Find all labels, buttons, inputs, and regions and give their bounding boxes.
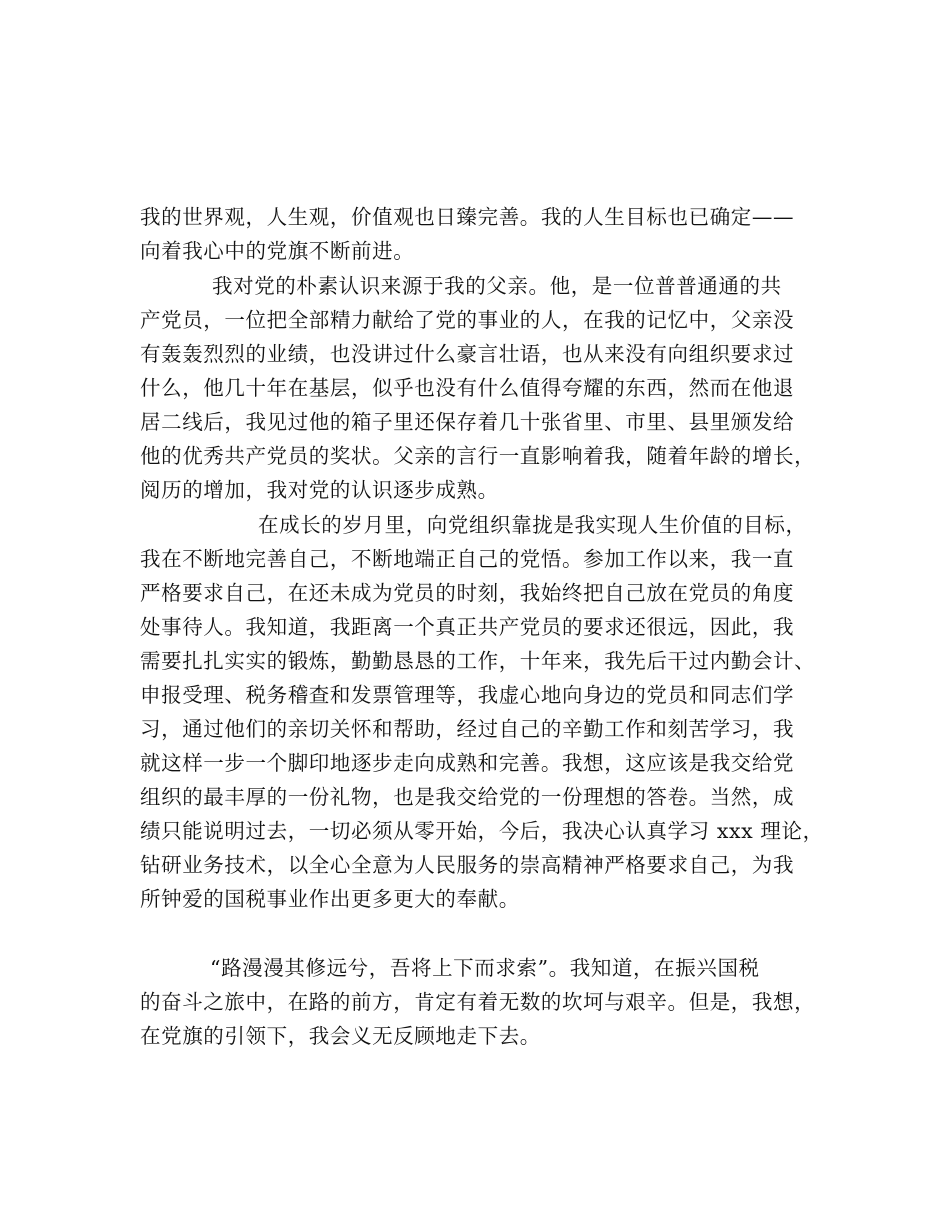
text-line: 我对党的朴素认识来源于我的父亲。他，是一位普普通通的共: [212, 274, 782, 298]
text-line: 组织的最丰厚的一份礼物，也是我交给党的一份理想的答卷。当然，成: [140, 785, 795, 809]
text-line: 申报受理、税务稽查和发票管理等，我虚心地向身边的党员和同志们学: [140, 683, 795, 707]
text-line: 严格要求自己，在还未成为党员的时刻，我始终把自己放在党员的角度: [140, 581, 795, 605]
text-line: 阅历的增加，我对党的认识逐步成熟。: [140, 478, 499, 502]
text-line: 在党旗的引领下，我会义无反顾地走下去。: [140, 1024, 541, 1048]
text-line: 我在不断地完善自己，不断地端正自己的党悟。参加工作以来，我一直: [140, 547, 795, 571]
text-line: 他的优秀共产党员的奖状。父亲的言行一直影响着我，随着年龄的增长，: [140, 444, 816, 468]
text-line: 有轰轰烈烈的业绩，也没讲过什么豪言壮语，也从来没有向组织要求过: [140, 342, 795, 366]
text-line: 产党员，一位把全部精力献给了党的事业的人，在我的记忆中，父亲没: [140, 308, 795, 332]
text-line: 在成长的岁月里，向党组织靠拢是我实现人生价值的目标，: [258, 513, 807, 537]
text-line: 居二线后，我见过他的箱子里还保存着几十张省里、市里、县里颁发给: [140, 410, 795, 434]
text-line: 的奋斗之旅中，在路的前方，肯定有着无数的坎坷与艰辛。但是，我想，: [140, 990, 816, 1014]
text-line: 我的世界观，人生观，价值观也日臻完善。我的人生目标也已确定——: [140, 205, 795, 229]
text-line: 需要扎扎实实的锻炼，勤勤恳恳的工作，十年来，我先后干过内勤会计、: [140, 649, 816, 673]
text-line: 绩只能说明过去，一切必须从零开始，今后，我决心认真学习 xxx 理论，: [140, 819, 824, 843]
text-line: 什么，他几十年在基层，似乎也没有什么值得夸耀的东西，然而在他退: [140, 376, 795, 400]
text-line: 向着我心中的党旗不断前进。: [140, 239, 415, 263]
text-line: 习，通过他们的亲切关怀和帮助，经过自己的辛勤工作和刻苦学习，我: [140, 717, 795, 741]
text-line: 钻研业务技术，以全心全意为人民服务的崇高精神严格要求自己，为我: [140, 853, 795, 877]
text-line: “路漫漫其修远兮，吾将上下而求索”。我知道，在振兴国税: [210, 956, 760, 980]
text-line: 就这样一步一个脚印地逐步走向成熟和完善。我想，这应该是我交给党: [140, 751, 795, 775]
text-line: 所钟爱的国税事业作出更多更大的奉献。: [140, 887, 520, 911]
text-line: 处事待人。我知道，我距离一个真正共产党员的要求还很远，因此，我: [140, 615, 795, 639]
